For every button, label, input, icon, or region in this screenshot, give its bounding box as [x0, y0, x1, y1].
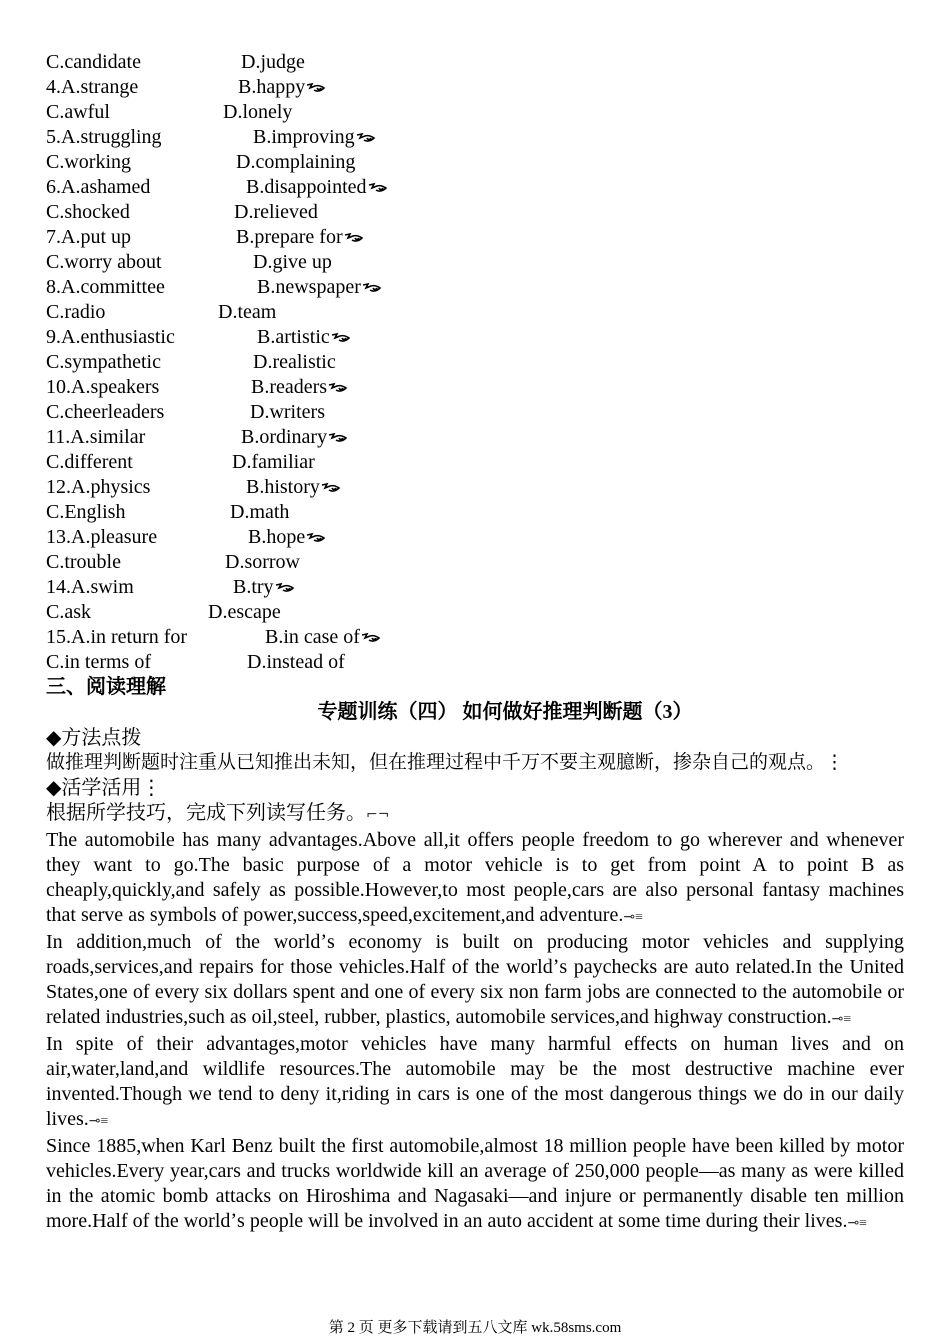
option-row: [46, 100, 904, 125]
handwriting-mark-icon: [331, 332, 351, 344]
option-choice-right: [257, 325, 351, 350]
option-choice-right: [241, 50, 305, 75]
option-row: [46, 475, 904, 500]
page-footer: 第 2 页 更多下载请到五八文库 wk.58sms.com: [328, 1320, 622, 1336]
option-choice-right: [218, 300, 276, 325]
option-row: [46, 250, 904, 275]
option-choice-left: 6.A.ashamed: [46, 176, 151, 198]
handwriting-mark-icon: [275, 582, 295, 594]
handwriting-mark-icon: [306, 82, 326, 94]
answer-options-list: [46, 50, 904, 675]
option-choice-left: 4.A.strange: [46, 76, 139, 98]
option-choice-right-text: B.artistic: [257, 326, 330, 348]
practice-text: 根据所学技巧，完成下列读写任务。: [46, 800, 366, 824]
option-row: [46, 550, 904, 575]
paragraph-end-mark: ⊸≡: [847, 1216, 868, 1231]
practice-text-line: [46, 800, 904, 828]
option-choice-right: [250, 400, 325, 425]
paragraph-text: Since 1885,when Karl Benz built the first automobile,almost 18 million people have been killed by motor vehicles.Every year,cars and trucks worldwide kill an average of 250,000 people—as many as were killed in the atomic bomb attacks on Hiroshima and Nagasaki—and injure or permanently disable ten million more.Half of the worldʼs people will be involved in an auto accident at some time during their lives.: [46, 1135, 904, 1232]
option-choice-right-text: D.sorrow: [225, 551, 300, 573]
option-choice-right-text: D.team: [218, 301, 277, 323]
passage-paragraph: [46, 1032, 904, 1134]
option-choice-left: C.shocked: [46, 201, 130, 223]
option-choice-right: [253, 350, 336, 375]
option-choice-right-text: B.happy: [238, 76, 306, 98]
option-choice-right-text: D.judge: [241, 51, 305, 73]
passage-paragraph: [46, 1134, 904, 1236]
option-choice-right-text: B.try: [233, 576, 274, 598]
handwriting-mark-icon: [362, 282, 382, 294]
option-row: [46, 400, 904, 425]
option-choice-right-text: D.complaining: [236, 151, 356, 173]
option-choice-right-text: D.relieved: [234, 201, 318, 223]
option-choice-left: C.working: [46, 151, 131, 173]
option-row: [46, 225, 904, 250]
option-choice-left: C.worry about: [46, 251, 162, 273]
option-choice-right: [238, 75, 326, 100]
option-choice-left: 5.A.struggling: [46, 126, 162, 148]
option-choice-left: 9.A.enthusiastic: [46, 326, 175, 348]
option-choice-left: 13.A.pleasure: [46, 526, 158, 548]
option-choice-left: 11.A.similar: [46, 426, 146, 448]
option-choice-right-text: D.realistic: [253, 351, 336, 373]
option-row: [46, 625, 904, 650]
option-choice-left: 12.A.physics: [46, 476, 151, 498]
option-choice-right-text: B.history: [246, 476, 320, 498]
option-choice-right: [236, 225, 364, 250]
option-choice-left: C.different: [46, 451, 133, 473]
option-choice-right: [234, 200, 318, 225]
option-choice-left: C.awful: [46, 101, 110, 123]
option-choice-left: C.English: [46, 501, 126, 523]
option-choice-left: 15.A.in return for: [46, 626, 188, 648]
option-choice-right: [246, 175, 388, 200]
topic-subtitle: 专题训练（四） 如何做好推理判断题（3）: [317, 701, 693, 723]
option-choice-right: [253, 125, 376, 150]
option-choice-right: [236, 150, 355, 175]
option-choice-right: [232, 450, 315, 475]
option-choice-right-text: D.math: [230, 501, 290, 523]
option-choice-right-text: D.give up: [253, 251, 332, 273]
option-choice-left: C.trouble: [46, 551, 121, 573]
option-choice-right-text: D.familiar: [232, 451, 315, 473]
option-row: [46, 450, 904, 475]
option-choice-right-text: B.prepare for: [236, 226, 343, 248]
handwriting-mark-icon: [344, 232, 364, 244]
option-row: [46, 300, 904, 325]
paragraph-text: In spite of their advantages,motor vehicles have many harmful effects on human lives and on air,water,land,and wildlife resources.The automobile may be the most destructive machine ever invented.Though we tend to deny it,riding in cars is one of the most dangerous things we do in our daily lives.: [46, 1033, 904, 1130]
option-row: [46, 50, 904, 75]
passage-paragraph: [46, 930, 904, 1032]
option-row: [46, 525, 904, 550]
method-heading: ◆方法点拨: [46, 725, 142, 749]
option-choice-right: [246, 475, 341, 500]
option-row: [46, 375, 904, 400]
option-choice-left: 8.A.committee: [46, 276, 165, 298]
option-choice-right-text: B.ordinary: [241, 426, 328, 448]
option-choice-right-text: B.hope: [248, 526, 306, 548]
option-choice-right: [247, 650, 345, 675]
option-row: [46, 500, 904, 525]
practice-heading: ◆活学活用⋮: [46, 775, 162, 799]
handwriting-mark-icon: [328, 432, 348, 444]
option-row: [46, 600, 904, 625]
option-row: [46, 125, 904, 150]
option-choice-right: [230, 500, 289, 525]
handwriting-mark-icon: [361, 632, 381, 644]
option-row: [46, 275, 904, 300]
paragraph-end-mark: ⊸≡: [831, 1012, 852, 1027]
option-choice-left: C.ask: [46, 601, 91, 623]
reading-passage: [46, 828, 904, 1236]
option-row: [46, 350, 904, 375]
option-choice-left: 10.A.speakers: [46, 376, 160, 398]
option-choice-right: [225, 550, 300, 575]
option-choice-right-text: D.escape: [208, 601, 281, 623]
paragraph-end-mark: ⊸≡: [88, 1114, 109, 1129]
option-choice-right: [265, 625, 381, 650]
option-choice-right: [241, 425, 348, 450]
option-row: [46, 200, 904, 225]
option-choice-right-text: B.readers: [251, 376, 328, 398]
option-choice-right-text: D.instead of: [247, 651, 345, 673]
option-row: [46, 75, 904, 100]
option-row: [46, 425, 904, 450]
option-choice-left: 14.A.swim: [46, 576, 134, 598]
handwriting-mark-icon: [328, 382, 348, 394]
practice-mark: ⌐¬: [366, 807, 390, 823]
option-choice-right: [248, 525, 326, 550]
option-choice-right-text: D.writers: [250, 401, 325, 423]
option-choice-right-text: B.in case of: [265, 626, 360, 648]
handwriting-mark-icon: [306, 532, 326, 544]
option-choice-left: 7.A.put up: [46, 226, 131, 248]
document-page: [46, 50, 904, 1236]
option-choice-left: C.candidate: [46, 51, 141, 73]
option-choice-right-text: B.newspaper: [257, 276, 361, 298]
handwriting-mark-icon: [356, 132, 376, 144]
option-choice-right-text: B.improving: [253, 126, 355, 148]
paragraph-end-mark: ⊸≡: [623, 910, 643, 925]
option-choice-left: C.cheerleaders: [46, 401, 165, 423]
option-choice-right: [251, 375, 348, 400]
paragraph-text: The automobile has many advantages.Above all,it offers people freedom to go wherever and whenever they want to go.The basic purpose of a motor vehicle is to get from point A to point B as cheaply,quickly,and safely as possible.However,to most people,cars are also personal fantasy machines that serve as symbols of power,success,speed,excitement,and adventure.: [46, 829, 904, 926]
option-choice-right-text: D.lonely: [223, 101, 293, 123]
option-choice-right: [253, 250, 332, 275]
option-choice-left: C.radio: [46, 301, 106, 323]
option-choice-left: C.in terms of: [46, 651, 151, 673]
option-choice-right: [208, 600, 281, 625]
option-row: [46, 175, 904, 200]
paragraph-text: In addition,much of the worldʼs economy is built on producing motor vehicles and supplying roads,services,and repairs for those vehicles.Half of the worldʼs paychecks are auto related.In the United States,one of every six dollars spent and one of every six non farm jobs are connected to the automobile or related industries,such as oil,steel, rubber, plastics, automobile services,and highway construction.: [46, 931, 904, 1028]
option-row: [46, 325, 904, 350]
option-choice-right-text: B.disappointed: [246, 176, 367, 198]
option-choice-right: [223, 100, 292, 125]
option-row: [46, 650, 904, 675]
option-choice-left: C.sympathetic: [46, 351, 161, 373]
section-title: 三、阅读理解: [46, 676, 166, 698]
option-row: [46, 575, 904, 600]
method-text: 做推理判断题时注重从已知推出未知，但在推理过程中千万不要主观臆断，掺杂自己的观点。⋮: [46, 751, 845, 773]
handwriting-mark-icon: [321, 482, 341, 494]
option-choice-right: [257, 275, 382, 300]
handwriting-mark-icon: [368, 182, 388, 194]
option-choice-right: [233, 575, 295, 600]
option-row: [46, 150, 904, 175]
passage-paragraph: [46, 828, 904, 930]
